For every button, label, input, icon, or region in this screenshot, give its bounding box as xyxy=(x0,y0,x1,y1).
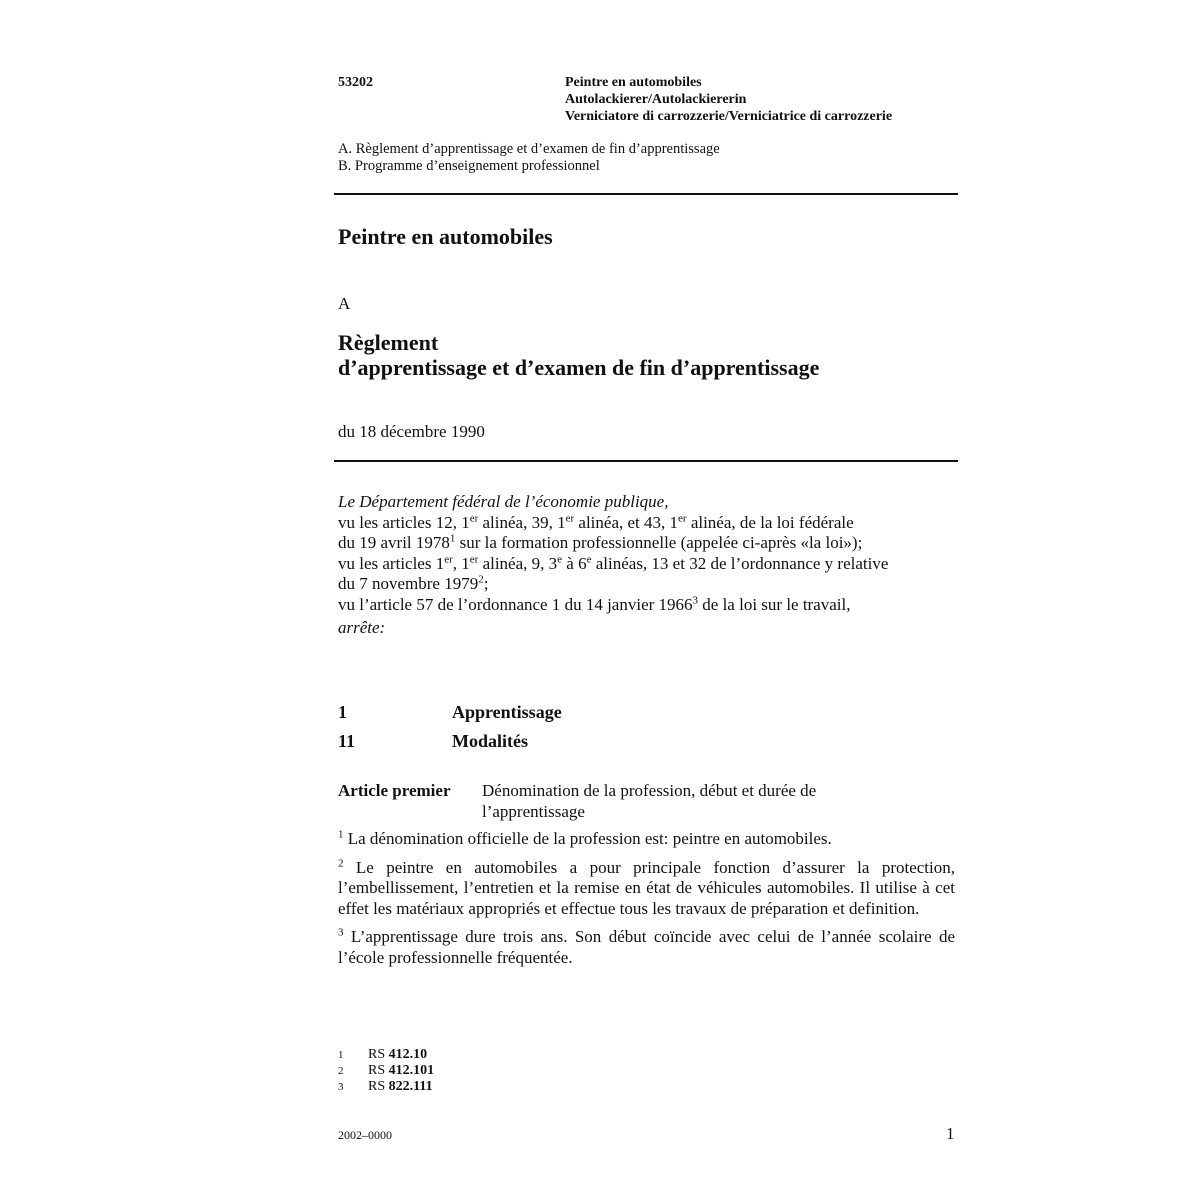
profession-titles xyxy=(565,74,892,125)
footnote-number: 2 xyxy=(338,1065,344,1077)
footnote-ref: 412.101 xyxy=(388,1063,435,1078)
section-number-11: 11 xyxy=(338,731,356,751)
footnote xyxy=(338,1047,434,1063)
preamble-authority: Le Département fédéral de l’économie publique, xyxy=(338,492,669,511)
footnote xyxy=(338,1063,434,1079)
paragraph-1 xyxy=(338,829,955,850)
regulation-title-line2: d’apprentissage et d’examen de fin d’apprentissage xyxy=(338,355,820,380)
footnote-ref: 822.111 xyxy=(388,1079,433,1094)
document-code: 53202 xyxy=(338,75,373,90)
article-label: Article premier xyxy=(338,781,451,800)
footnote-number: 1 xyxy=(338,1049,344,1061)
contents-list xyxy=(338,141,720,175)
footnote-prefix: RS xyxy=(368,1079,386,1094)
preamble-arrete: arrête: xyxy=(338,618,386,637)
page-title: Peintre en automobiles xyxy=(338,224,553,249)
section-title-1: Apprentissage xyxy=(452,702,562,722)
footnote-ref: 412.10 xyxy=(388,1047,428,1062)
paragraph-3 xyxy=(338,927,955,968)
paragraph-number: 2 xyxy=(338,856,344,869)
title-fr: Peintre en automobiles xyxy=(565,75,702,90)
footnote xyxy=(338,1079,434,1095)
section-title-11: Modalités xyxy=(452,731,528,751)
title-it: Verniciatore di carrozzerie/Verniciatrice di carrozzerie xyxy=(565,109,893,124)
document-number: 2002–0000 xyxy=(338,1128,392,1142)
regulation-title-line1: Règlement xyxy=(338,330,439,355)
article-heading: Dénomination de la profession, début et durée de l’apprentissage xyxy=(482,781,817,821)
article-paragraphs xyxy=(338,829,955,968)
preamble xyxy=(338,492,958,639)
footnote-prefix: RS xyxy=(368,1063,386,1078)
footnote-number: 3 xyxy=(338,1081,344,1093)
section-number-1: 1 xyxy=(338,702,347,722)
paragraph-number: 1 xyxy=(338,828,344,841)
preamble-clause-1: vu les articles 12, 1er alinéa, 39, 1er alinéa, et 43, 1er alinéa, de la loi fédérale du 19 avril 1978$^1$ sur la formation professionnelle (appelée ci-après «la loi»); xyxy=(338,511,863,552)
part-letter: A xyxy=(338,294,351,313)
preamble-clause-2: vu les articles 1er, 1er alinéa, 9, 3e à 6e alinéas, 13 et 32 de l’ordonnance y relative du 7 novembre 1979$^2$; xyxy=(338,552,889,593)
paragraph-2 xyxy=(338,858,955,920)
regulation-title xyxy=(338,330,819,380)
paragraph-number: 3 xyxy=(338,926,344,939)
contents-item-b: B. Programme d’enseignement professionnel xyxy=(338,158,600,174)
regulation-date: du 18 décembre 1990 xyxy=(338,422,485,441)
page-number: 1 xyxy=(946,1124,955,1143)
mid-divider xyxy=(334,460,958,462)
contents-item-a: A. Règlement d’apprentissage et d’examen de fin d’apprentissage xyxy=(338,141,720,157)
paragraph-text: La dénomination officielle de la profession est: peintre en automobiles. xyxy=(347,829,832,848)
paragraph-text: L’apprentissage dure trois ans. Son début coïncide avec celui de l’année scolaire de l’école professionnelle fréquentée. xyxy=(338,927,956,967)
top-divider xyxy=(334,193,958,195)
footnotes xyxy=(338,1047,434,1095)
paragraph-text: Le peintre en automobiles a pour principale fonction d’assurer la protection, l’embellissement, l’entretien et la remise en état de véhicules automobiles. Il utilise à cet effet les matériaux appropriés et effectue tous les travaux de préparation et definition. xyxy=(338,857,955,918)
title-de: Autolackierer/Autolackiererin xyxy=(565,92,747,107)
preamble-clause-3: vu l’article 57 de l’ordonnance 1 du 14 janvier 1966$^3$ de la loi sur le travail, xyxy=(338,593,851,614)
footnote-prefix: RS xyxy=(368,1047,386,1062)
